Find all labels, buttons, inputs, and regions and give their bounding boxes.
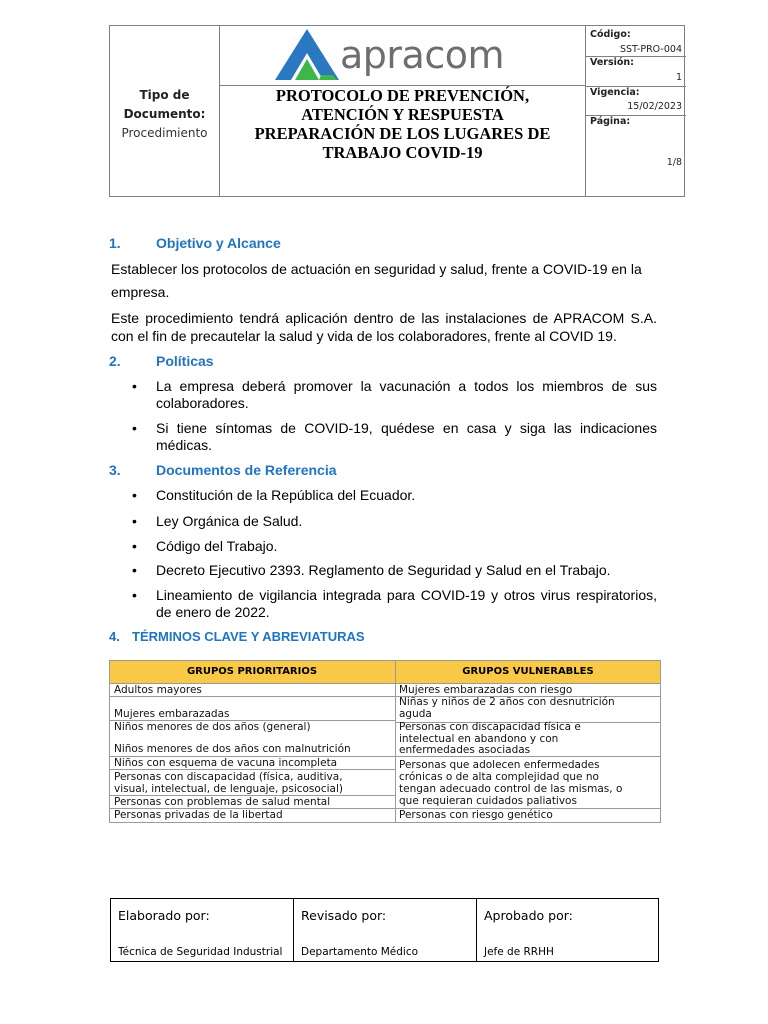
list-item-text: Si tiene síntomas de COVID-19, quédese en casa y siga las indicaciones médicas. xyxy=(156,420,657,453)
apracom-logo xyxy=(273,26,533,84)
vigencia-cell xyxy=(586,87,686,115)
bullet-icon: • xyxy=(132,513,137,529)
paragraph: Este procedimiento tendrá aplicación dentro de las instalaciones de APRACOM S.A. con el fin de precautelar la salud y vida de los colaboradores, frente al COVID 19. xyxy=(111,310,657,344)
table-cell: Personas con problemas de salud mental xyxy=(114,796,331,808)
section-heading xyxy=(109,629,559,647)
document-type xyxy=(110,86,219,143)
signature-name: Departamento Médico xyxy=(301,946,419,958)
document-type-label: Tipo de xyxy=(139,88,190,102)
version-label: Versión: xyxy=(590,57,634,68)
list-item xyxy=(132,378,657,412)
table-cell: Niños menores de dos años (general) xyxy=(114,721,311,733)
pagina-label: Página: xyxy=(590,116,631,127)
terms-table xyxy=(109,660,661,823)
title-line: TRABAJO COVID-19 xyxy=(322,143,483,162)
list-item-text: Ley Orgánica de Salud. xyxy=(156,513,303,529)
list-item-text: Lineamiento de vigilancia integrada para COVID-19 y otros virus respiratorios, de enero de 2022. xyxy=(156,587,657,620)
signature-name: Jefe de RRHH xyxy=(484,946,554,958)
table-cell: enfermedades asociadas xyxy=(399,744,531,756)
version-value: 1 xyxy=(675,72,682,83)
list-item-text: Decreto Ejecutivo 2393. Reglamento de Seguridad y Salud en el Trabajo. xyxy=(156,562,611,578)
paragraph xyxy=(111,258,657,304)
document-type-label: Documento: xyxy=(123,107,206,121)
signature-name: Técnica de Seguridad Industrial xyxy=(118,946,283,958)
signature-role: Elaborado por: xyxy=(118,908,210,923)
document-header xyxy=(109,25,685,197)
column-header: GRUPOS PRIORITARIOS xyxy=(186,666,318,677)
section-title: TÉRMINOS CLAVE Y ABREVIATURAS xyxy=(132,629,365,644)
list-item-text: La empresa deberá promover la vacunación a todos los miembros de sus colaboradores. xyxy=(156,378,657,411)
document-type-value: Procedimiento xyxy=(121,126,208,140)
bullet-icon: • xyxy=(132,538,137,554)
bullet-icon: • xyxy=(132,562,137,578)
section-heading xyxy=(109,462,509,480)
table-cell: tengan adecuado control de las mismas, o xyxy=(399,783,623,795)
table-cell: Personas privadas de la libertad xyxy=(114,809,283,821)
signature-table xyxy=(110,898,659,962)
document-title xyxy=(220,86,585,162)
signature-cell xyxy=(111,899,293,961)
pagina-cell xyxy=(586,116,686,196)
codigo-value: SST-PRO-004 xyxy=(619,44,682,55)
table-cell: Personas que adolecen enfermedades xyxy=(399,759,600,771)
column-header: GRUPOS VULNERABLES xyxy=(462,666,594,677)
vigencia-label: Vigencia: xyxy=(590,87,640,98)
list-item xyxy=(132,420,657,454)
table-cell: crónicas o de alta complejidad que no xyxy=(399,771,599,783)
list-item-text: Código del Trabajo. xyxy=(156,538,278,554)
bullet-icon: • xyxy=(132,587,137,603)
section-title: Políticas xyxy=(156,353,214,369)
table-cell: aguda xyxy=(399,708,432,720)
list-item xyxy=(132,538,657,555)
section-title: Objetivo y Alcance xyxy=(156,235,281,251)
table-cell: Mujeres embarazadas xyxy=(114,708,230,720)
paragraph-line: Establecer los protocolos de actuación en seguridad y salud, frente a COVID-19 en la xyxy=(111,261,642,277)
table-cell: visual, intelectual, de lenguaje, psicosocial) xyxy=(114,783,343,795)
signature-role: Revisado por: xyxy=(301,908,387,923)
table-cell: Mujeres embarazadas con riesgo xyxy=(399,684,573,696)
logo-text: apracom xyxy=(340,33,504,77)
table-cell: Adultos mayores xyxy=(114,684,202,696)
table-cell: Niñas y niños de 2 años con desnutrición xyxy=(399,696,615,708)
section-number: 1. xyxy=(109,235,121,251)
title-line: PREPARACIÓN DE LOS LUGARES DE xyxy=(254,124,551,143)
table-cell: Personas con discapacidad (física, auditiva, xyxy=(114,771,343,783)
section-heading xyxy=(109,235,509,253)
paragraph-line: empresa. xyxy=(111,284,170,300)
title-line: ATENCIÓN Y RESPUESTA xyxy=(301,105,504,124)
list-item-text: Constitución de la República del Ecuador. xyxy=(156,487,416,503)
table-cell: Niños menores de dos años con malnutrición xyxy=(114,743,351,755)
pagina-value: 1/8 xyxy=(666,157,682,168)
list-item xyxy=(132,487,657,504)
version-cell xyxy=(586,57,686,86)
bullet-icon: • xyxy=(132,378,137,394)
section-title: Documentos de Referencia xyxy=(156,462,337,478)
codigo-label: Código: xyxy=(590,29,631,40)
list-item xyxy=(132,562,657,579)
section-number: 3. xyxy=(109,462,121,478)
table-cell: Personas con discapacidad física e xyxy=(399,721,581,733)
vigencia-value: 15/02/2023 xyxy=(627,101,682,112)
title-line: PROTOCOLO DE PREVENCIÓN, xyxy=(275,86,530,105)
signature-cell xyxy=(477,899,659,961)
table-cell: intelectual en abandono y con xyxy=(399,733,559,745)
section-number: 4. xyxy=(109,629,120,644)
section-heading xyxy=(109,353,509,371)
codigo-cell xyxy=(586,28,686,56)
table-cell: Personas con riesgo genético xyxy=(399,809,553,821)
table-cell: Niños con esquema de vacuna incompleta xyxy=(114,757,338,769)
list-item xyxy=(132,587,657,621)
bullet-icon: • xyxy=(132,487,137,503)
bullet-icon: • xyxy=(132,420,137,436)
signature-cell xyxy=(294,899,476,961)
table-cell: que requieran cuidados paliativos xyxy=(399,795,577,807)
section-number: 2. xyxy=(109,353,121,369)
signature-role: Aprobado por: xyxy=(484,908,573,923)
list-item xyxy=(132,513,657,530)
